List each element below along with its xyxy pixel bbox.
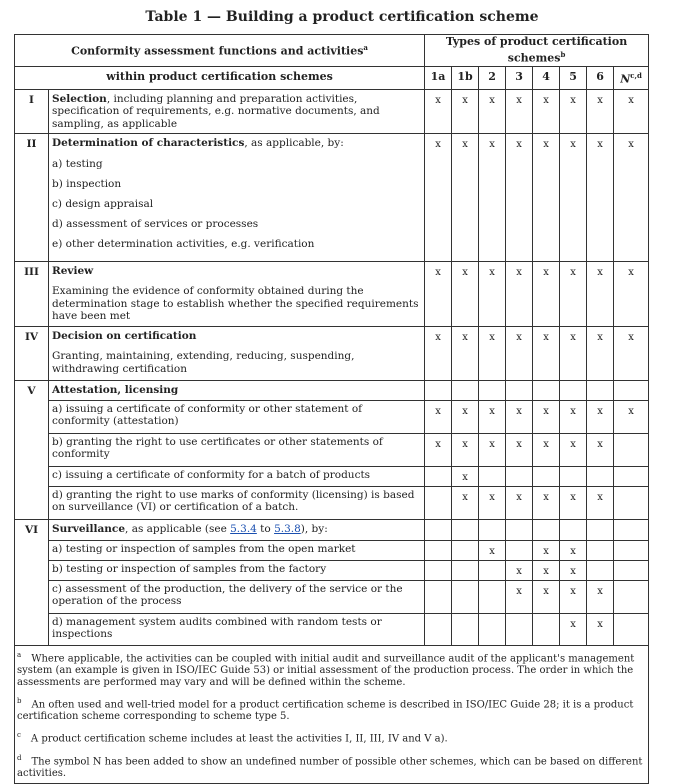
scheme-mark xyxy=(479,380,506,400)
scheme-mark: x xyxy=(614,400,649,433)
activity-cell: Determination of characteristics, as applicable, by: a) testing b) inspection c) design appraisal d) assessment of services or processes e) other determination activities, e.g. verification xyxy=(49,134,425,262)
footnote-text: The symbol N has been added to show an undefined number of possible other schemes, which can be based on different activities. xyxy=(17,755,643,779)
scheme-mark xyxy=(479,519,506,540)
scheme-mark: x xyxy=(560,540,587,560)
scheme-mark: x xyxy=(506,134,533,262)
scheme-mark: x xyxy=(425,326,452,380)
types-header: Types of product certification schemes$^b$ xyxy=(425,35,649,67)
scheme-mark: x xyxy=(560,433,587,466)
scheme-mark xyxy=(506,380,533,400)
scheme-mark: x xyxy=(587,613,614,645)
scheme-mark: x xyxy=(533,580,560,613)
scheme-mark: x xyxy=(587,89,614,134)
footnote-mark: c xyxy=(17,731,21,740)
activity-description: Granting, maintaining, extending, reducing, suspending, withdrawing certification xyxy=(52,350,355,375)
scheme-mark xyxy=(614,380,649,400)
scheme-mark: x xyxy=(452,326,479,380)
scheme-mark: x xyxy=(560,486,587,519)
scheme-mark: x xyxy=(452,433,479,466)
activity-cell: Decision on certification Granting, maintaining, extending, reducing, suspending, withdrawing certification xyxy=(49,326,425,380)
scheme-mark: x xyxy=(560,134,587,262)
table-row xyxy=(15,433,649,466)
footnote-text: Where applicable, the activities can be coupled with initial audit and surveillance audit of the applicant's management system (an example is given in ISO/IEC Guide 53) or initial assessment of the production process. The order in which the assessments are performed may vary and will be defined within the scheme. xyxy=(17,652,635,688)
scheme-mark: x xyxy=(614,261,649,326)
scheme-mark xyxy=(506,519,533,540)
activity-cell: b) testing or inspection of samples from the factory xyxy=(49,560,425,580)
footnote-row xyxy=(15,645,649,692)
footnote-text: An often used and well-tried model for a product certification scheme is described in ISO/IEC Guide 28; it is a product certification scheme corresponding to scheme type 5. xyxy=(17,699,634,723)
activity-cell: c) issuing a certificate of conformity for a batch of products xyxy=(49,466,425,486)
scheme-mark: x xyxy=(587,400,614,433)
scheme-column-header: 1a xyxy=(425,66,452,89)
scheme-mark xyxy=(560,380,587,400)
sub-activity: a) testing xyxy=(52,157,103,170)
scheme-mark: x xyxy=(587,433,614,466)
scheme-mark xyxy=(614,433,649,466)
scheme-mark: x xyxy=(452,89,479,134)
scheme-mark: x xyxy=(452,134,479,262)
scheme-mark: x xyxy=(560,580,587,613)
table-row xyxy=(15,580,649,613)
scheme-mark xyxy=(533,519,560,540)
scheme-mark xyxy=(560,466,587,486)
scheme-mark xyxy=(506,613,533,645)
activity-cell: Surveillance, as applicable (see 5.3.4 to 5.3.8), by: xyxy=(49,519,425,540)
table-row xyxy=(15,380,649,400)
scheme-mark: x xyxy=(506,400,533,433)
scheme-mark: x xyxy=(506,486,533,519)
sub-activity: b) inspection xyxy=(52,177,122,190)
scheme-mark xyxy=(614,486,649,519)
table-row xyxy=(15,326,649,380)
scheme-mark xyxy=(425,380,452,400)
scheme-mark: x xyxy=(479,400,506,433)
scheme-mark: x xyxy=(506,580,533,613)
scheme-mark: x xyxy=(425,433,452,466)
scheme-mark: x xyxy=(533,560,560,580)
scheme-mark xyxy=(425,466,452,486)
scheme-mark xyxy=(587,540,614,560)
scheme-mark xyxy=(614,466,649,486)
scheme-mark: x xyxy=(479,89,506,134)
section-number: V xyxy=(15,380,49,519)
scheme-mark xyxy=(560,519,587,540)
activity-cell: c) assessment of the production, the delivery of the service or the operation of the process xyxy=(49,580,425,613)
sub-activity: e) other determination activities, e.g. verification xyxy=(52,237,315,250)
footnote-mark: b xyxy=(17,696,22,705)
footnote xyxy=(15,692,649,726)
activity-cell: a) testing or inspection of samples from the open market xyxy=(49,540,425,560)
footnote xyxy=(15,726,649,748)
scheme-mark xyxy=(425,519,452,540)
scheme-mark: x xyxy=(560,613,587,645)
table-row xyxy=(15,613,649,645)
scheme-mark xyxy=(614,580,649,613)
functions-header: Conformity assessment functions and activities$^a$ xyxy=(15,35,425,67)
scheme-column-header: 1b xyxy=(452,66,479,89)
scheme-mark xyxy=(587,466,614,486)
scheme-mark xyxy=(425,540,452,560)
scheme-mark xyxy=(533,613,560,645)
scheme-mark: x xyxy=(506,560,533,580)
scheme-mark xyxy=(425,580,452,613)
scheme-mark xyxy=(587,380,614,400)
scheme-mark: x xyxy=(506,261,533,326)
scheme-mark: x xyxy=(479,486,506,519)
scheme-column-header: 2 xyxy=(479,66,506,89)
scheme-mark: x xyxy=(560,261,587,326)
scheme-mark: x xyxy=(614,89,649,134)
scheme-mark: x xyxy=(533,540,560,560)
scheme-mark: x xyxy=(560,89,587,134)
scheme-mark: x xyxy=(425,89,452,134)
table-title: Table 1 — Building a product certification scheme xyxy=(145,9,539,25)
scheme-mark xyxy=(452,560,479,580)
scheme-mark: x xyxy=(506,326,533,380)
scheme-mark: x xyxy=(614,134,649,262)
scheme-mark: x xyxy=(425,400,452,433)
scheme-mark xyxy=(614,613,649,645)
footnote-row xyxy=(15,726,649,748)
table-row xyxy=(15,540,649,560)
scheme-mark xyxy=(587,519,614,540)
activity-cell: Selection, including planning and preparation activities, specification of requirements, e.g. normative documents, and sampling, as applicable xyxy=(49,89,425,134)
footnote-row xyxy=(15,692,649,726)
scheme-column-header: 5 xyxy=(560,66,587,89)
footnote-mark: a xyxy=(17,650,22,659)
scheme-mark: x xyxy=(479,261,506,326)
section-number: VI xyxy=(15,519,49,645)
scheme-mark: x xyxy=(479,326,506,380)
scheme-mark: x xyxy=(533,486,560,519)
scheme-mark xyxy=(452,540,479,560)
clause-link[interactable]: 5.3.8 xyxy=(274,522,301,535)
activity-cell: b) granting the right to use certificates or other statements of conformity xyxy=(49,433,425,466)
scheme-mark xyxy=(452,519,479,540)
scheme-mark: x xyxy=(425,134,452,262)
scheme-mark: x xyxy=(614,326,649,380)
scheme-mark xyxy=(506,540,533,560)
scheme-mark xyxy=(506,466,533,486)
footnote xyxy=(15,645,649,692)
activity-cell: d) management system audits combined with random tests or inspections xyxy=(49,613,425,645)
table-row xyxy=(15,519,649,540)
scheme-mark xyxy=(452,580,479,613)
table-row xyxy=(15,261,649,326)
scheme-mark: x xyxy=(506,89,533,134)
scheme-mark xyxy=(533,380,560,400)
scheme-mark: x xyxy=(479,540,506,560)
scheme-column-header: 6 xyxy=(587,66,614,89)
clause-link[interactable]: 5.3.4 xyxy=(230,522,257,535)
scheme-mark xyxy=(425,613,452,645)
table-row xyxy=(15,466,649,486)
scheme-mark xyxy=(614,560,649,580)
activity-description: Examining the evidence of conformity obtained during the determination stage to establish whether the specified requirements have been met xyxy=(52,285,419,323)
table-row xyxy=(15,486,649,519)
scheme-mark: x xyxy=(452,400,479,433)
scheme-mark: x xyxy=(587,134,614,262)
scheme-mark xyxy=(614,519,649,540)
section-number: II xyxy=(15,134,49,262)
scheme-mark: x xyxy=(560,326,587,380)
functions-header-line2: within product certification schemes xyxy=(15,66,425,89)
scheme-mark: x xyxy=(587,261,614,326)
scheme-mark: x xyxy=(479,433,506,466)
scheme-mark: x xyxy=(452,261,479,326)
scheme-mark: x xyxy=(587,486,614,519)
scheme-mark: x xyxy=(479,134,506,262)
table-row xyxy=(15,400,649,433)
scheme-mark: x xyxy=(587,326,614,380)
footnote xyxy=(15,749,649,784)
scheme-column-header: 4 xyxy=(533,66,560,89)
sub-activity: d) assessment of services or processes xyxy=(52,217,259,230)
scheme-mark xyxy=(452,380,479,400)
scheme-mark: x xyxy=(533,326,560,380)
scheme-mark xyxy=(425,560,452,580)
scheme-mark xyxy=(587,560,614,580)
table-row xyxy=(15,560,649,580)
footnote-mark: d xyxy=(17,753,22,762)
sub-activity: c) design appraisal xyxy=(52,197,154,210)
scheme-mark: x xyxy=(533,433,560,466)
scheme-mark: x xyxy=(533,134,560,262)
scheme-mark xyxy=(425,486,452,519)
activity-cell: Review Examining the evidence of conformity obtained during the determination stage to establish whether the specified requirements have been met xyxy=(49,261,425,326)
scheme-mark: x xyxy=(533,89,560,134)
section-number: IV xyxy=(15,326,49,380)
footnote-text: A product certification scheme includes at least the activities I, II, III, IV and V a). xyxy=(30,733,448,745)
scheme-mark: x xyxy=(587,580,614,613)
scheme-mark: x xyxy=(560,560,587,580)
scheme-mark xyxy=(479,560,506,580)
scheme-mark xyxy=(614,540,649,560)
scheme-mark: x xyxy=(533,261,560,326)
certification-scheme-table xyxy=(14,34,649,784)
scheme-mark xyxy=(479,613,506,645)
scheme-mark xyxy=(452,613,479,645)
scheme-mark: x xyxy=(452,466,479,486)
activity-cell: Attestation, licensing xyxy=(49,380,425,400)
section-number: I xyxy=(15,89,49,134)
table-row xyxy=(15,134,649,262)
scheme-mark: x xyxy=(533,400,560,433)
scheme-mark: x xyxy=(506,433,533,466)
activity-cell: a) issuing a certificate of conformity or other statement of conformity (attestation) xyxy=(49,400,425,433)
activity-cell: d) granting the right to use marks of conformity (licensing) is based on surveillance (VI) or certification of a batch. xyxy=(49,486,425,519)
section-number: III xyxy=(15,261,49,326)
table-row xyxy=(15,89,649,134)
scheme-mark: x xyxy=(452,486,479,519)
footnote-row xyxy=(15,749,649,784)
scheme-mark: x xyxy=(425,261,452,326)
scheme-column-header-n: N$^{c,d}$ xyxy=(614,66,649,89)
scheme-column-header: 3 xyxy=(506,66,533,89)
scheme-mark xyxy=(479,580,506,613)
scheme-mark xyxy=(479,466,506,486)
scheme-mark: x xyxy=(560,400,587,433)
scheme-mark xyxy=(533,466,560,486)
